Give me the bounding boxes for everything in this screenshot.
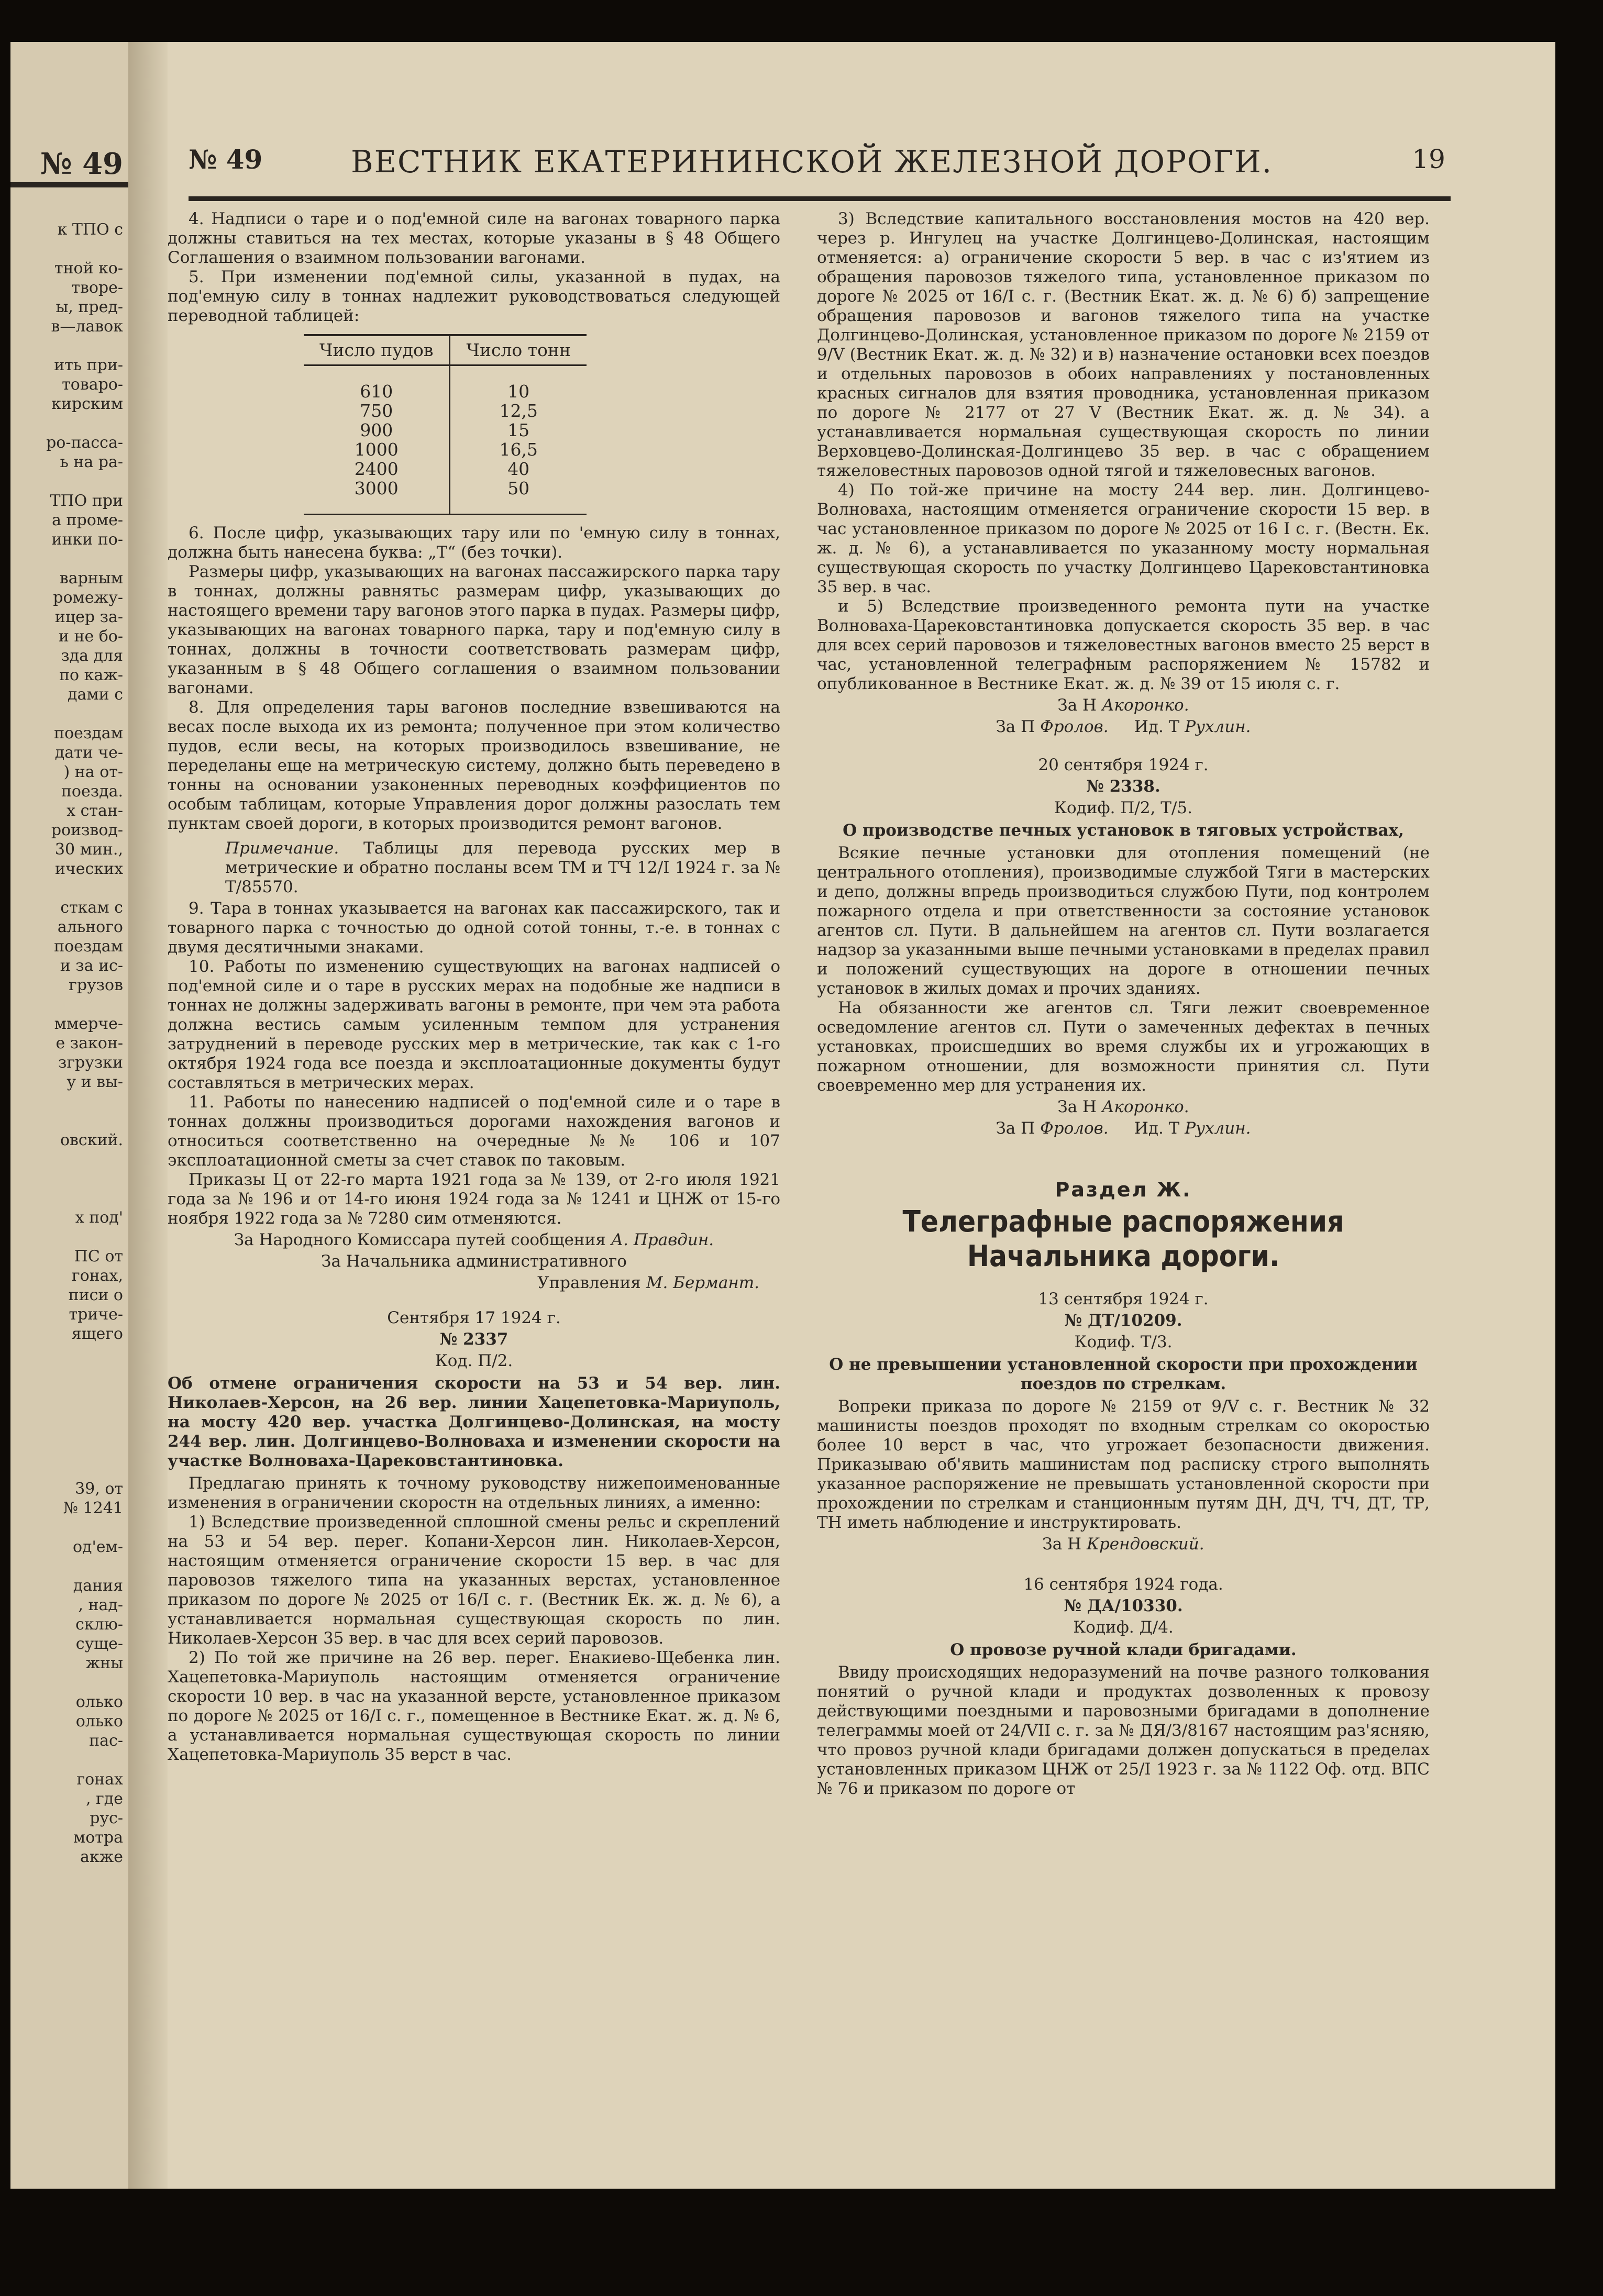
adjacent-text-fragment: в—лавок [51, 317, 123, 336]
telegram-code: Кодиф. Д/4. [1073, 1618, 1174, 1637]
table-row [304, 459, 587, 479]
adjacent-text-fragment: е закон- [56, 1034, 123, 1052]
signature-name: Фролов. [1040, 717, 1109, 736]
signature-name: Фролов. [1040, 1119, 1109, 1138]
tons-cell: 40 [507, 459, 530, 479]
adjacent-text-fragment: и за ис- [60, 957, 123, 975]
adjacent-text-fragment: ПС от [74, 1247, 123, 1266]
page-number: 19 [1412, 144, 1445, 174]
paragraph: 4) По той-же причине на мосту 244 вер. лин. Долгинцево-Волноваха, настоящим отменяется ограничение скорости 15 вер. в час установленное приказом по дороге № 2025 от 16 I с. г. (Вестн. Ек. ж. д. № 6), а устанавливается по указанному мосту нормальная существующая скорость по участку Долгинцево Царековстантиновка 35 вер. в час. [817, 481, 1430, 596]
paragraph: 4. Надписи о таре и о под'емной силе на вагонах товарного парка должны ставиться на тех местах, которые указаны в § 48 Общего Соглашения о взаимном пользовании вагонами. [168, 209, 780, 267]
adjacent-text-fragment: овский. [60, 1131, 123, 1149]
signature-name: М. Бермант. [646, 1273, 759, 1292]
paragraph: и 5) Вследствие произведенного ремонта пути на участке Волноваха-Царековстантиновка допускается скорость 35 вер. в час для всех серий паровозов и тяжеловестных вагонов вместо 25 верст в час, установленной телеграфным распоряжением № 15782 и опубликованное в Вестнике Екат. ж. д. № 39 от 15 июля с. г. [817, 597, 1430, 693]
note-text: Таблицы для перевода русских мер в метрические и обратно посланы всем ТМ и ТЧ 12/I 1924 г. за № Т/85570. [225, 839, 780, 896]
signature-role: За Народного Комиссара путей сообщения [234, 1230, 606, 1249]
telegram-heading: О провозе ручной клади бригадами. [950, 1640, 1297, 1659]
signature-line [817, 1097, 1430, 1117]
telegram-date: 16 сентября 1924 года. [1023, 1575, 1223, 1594]
tons-cell: 12,5 [499, 401, 538, 421]
adjacent-text-fragment: и не бо- [58, 627, 123, 646]
adjacent-text-fragment: поезда. [61, 782, 123, 801]
header-rule [189, 196, 1451, 201]
adjacent-text-fragment: варным [59, 569, 123, 587]
signature-name: Рухлин. [1185, 717, 1251, 736]
right-column [817, 209, 1430, 1799]
adjacent-text-fragment: ы, пред- [56, 298, 123, 316]
paragraph: Вопреки приказа по дороге № 2159 от 9/V с. г. Вестник № 32 машинисты поездов проходят по входным стрелкам со окоростью более 10 верст в час, что угрожает безопасности движения. Приказываю об'явить машинистам под расписку строго выполнять указанное распоряжение не превышать установленной скорости при прохождении по стрелкам и станционным путям ДН, ДЧ, ТЧ, ДТ, ТР, ТН иметь наблюдение и инструктировать. [817, 1397, 1430, 1532]
adjacent-text-fragment: триче- [69, 1305, 123, 1324]
table-row [304, 401, 587, 420]
issue-number: № 49 [189, 144, 263, 175]
adjacent-text-fragment: дати че- [54, 744, 123, 762]
table-row [304, 382, 587, 401]
signature-role: За П [996, 1119, 1035, 1138]
order-number: № 2337 [439, 1330, 508, 1349]
table-header-tons: Число тонн [450, 335, 587, 365]
tons-cell: 50 [507, 478, 530, 498]
signature-name: Крендовский. [1086, 1535, 1204, 1554]
adjacent-text-fragment: ммерче- [54, 1015, 123, 1033]
adjacent-text-fragment: зда для [61, 647, 123, 665]
signature-line [168, 1230, 780, 1250]
adjacent-text-fragment: ящего [71, 1325, 123, 1343]
adjacent-page-issue: № 49 [40, 147, 123, 181]
section-label: Раздел Ж. [1055, 1178, 1192, 1201]
adjacent-text-fragment: жны [85, 1654, 123, 1672]
signature-role: За П [996, 717, 1035, 736]
signature-name: А. Правдин. [611, 1230, 714, 1249]
signature-role: Управления [537, 1273, 641, 1292]
adjacent-text-fragment: ального [57, 918, 123, 936]
adjacent-text-fragment: поездам [54, 937, 123, 956]
adjacent-text-fragment: дами с [67, 685, 123, 704]
page-header [189, 144, 1445, 186]
signature-line [817, 717, 1430, 737]
note [225, 839, 780, 897]
adjacent-text-fragment: , где [85, 1790, 123, 1808]
adjacent-text-fragment: олько [75, 1693, 123, 1711]
order-date: 20 сентября 1924 г. [1038, 756, 1209, 774]
paragraph: Всякие печные установки для отопления помещений (не центрального отопления), производимые службой Тяги в мастерских и депо, должны впредь производиться службою Пути, под контролем пожарного отдела и при ответственности за состояние установок агентов сл. Пути. В дальнейшем на агентов сл. Пути возлагается надзор за указанными выше печными установками в пределах правил и положений существующих на дороге в отношении печных установок в жилых домах и прочих зданиях. [817, 844, 1430, 998]
tons-cell: 16,5 [499, 439, 538, 460]
adjacent-text-fragment: ромежу- [53, 589, 123, 607]
page-content [168, 42, 1555, 2189]
paragraph: Ввиду происходящих недоразумений на почве разного толкования понятий о ручной клади и продуктах дозволенных к провозу действующими поездными и паровозными бригадами в дополнение телеграммы моей от 24/VII с. г. за № ДЯ/3/8167 настоящим раз'ясняю, что провоз ручной клади бригадами должен допускаться в пределах установленных приказом ЦНЖ от 25/I 1923 г. за № 1122 Оф. отд. ВПС № 76 и приказом по дороге от [817, 1663, 1430, 1798]
signature-name: Акоронко. [1101, 1097, 1189, 1116]
puds-cell: 750 [304, 401, 450, 420]
order-code: Кодиф. П/2, Т/5. [1054, 798, 1192, 817]
signature-line [168, 1273, 780, 1293]
adjacent-text-fragment: инки по- [51, 530, 123, 549]
order-heading: О производстве печных установок в тяговых устройствах, [843, 821, 1404, 840]
signature-line [817, 1535, 1430, 1554]
order-heading: Об отмене ограничения скорости на 53 и 54 вер. лин. Николаев-Херсон, на 26 вер. линии Хацепетовка-Мариуполь, на мосту 420 вер. участка Долгинцево-Долинская, на мосту 244 вер. лин. Долгинцево-Волноваха и изменении скорости на участке Волноваха-Царековстантиновка. [168, 1374, 780, 1470]
book-spine [128, 42, 168, 2189]
left-column [168, 209, 780, 1765]
adjacent-text-fragment: мотра [73, 1828, 123, 1847]
table-row [304, 440, 587, 459]
order-number: № 2338. [1086, 777, 1160, 796]
adjacent-text-fragment: по каж- [59, 666, 123, 684]
adjacent-text-fragment: рус- [90, 1809, 123, 1827]
adjacent-page-edge [10, 42, 131, 2189]
puds-cell: 1000 [304, 440, 450, 459]
adjacent-text-fragment: ических [54, 860, 123, 878]
puds-cell: 610 [304, 382, 450, 401]
adjacent-text-fragment: ицер за- [54, 608, 123, 626]
adjacent-text-fragment: роизвод- [51, 821, 123, 839]
paragraph: 2) По той же причине на 26 вер. перег. Енакиево-Щебенка лин. Хацепетовка-Мариуполь настоящим отменяется ограничение скорости 10 вер. в час на указанной версте, установленное приказом по дороге № 2025 от 16/I с. г., помещенное в Вестнике Екат. ж. д. № 6, а устанавливается нормальная существующая скорость по линии Хацепетовка-Мариуполь 35 верст в час. [168, 1648, 780, 1764]
paragraph: 3) Вследствие капитального восстановления мостов на 420 вер. через р. Ингулец на участке Долгинцево-Долинская, настоящим отменяется: а) ограничение скорости 5 вер. в час с из'ятием из обращения паровозов тяжелого типа, установленное приказом по дороге № 2025 от 16/I с. г. (Вестник Екат. ж. д. № 6) б) запрещение обращения паровозов и вагонов тяжелого типа на участке Долгинцево-Долинская, установленное приказом по дороге № 2159 от 9/V (Вестник Екат. ж. д. № 32) и в) назначение остановки всех поездов и отдельных паровозов в обоих направлениях у постановленных красных сигналов для взятия проводника, установленная приказом по дороге № 2177 от 27 V (Вестник Екат. ж. д. № 34). а устанавливается нормальная существующая скорость по линии Верховцево-Долинская-Долгинцево 35 вер. в час с обращением тяжеловестных паровозов одной тягой и тяжеловесных вагонов. [817, 209, 1430, 480]
paragraph: 10. Работы по изменению существующих на вагонах надписей о под'емной силе и о таре в русских мерах на подобные же надписи в тоннах не должны задерживать вагоны в ремонте, при чем эта работа должна вестись самым усиленным темпом для устранения затруднений в переводе русских мер в метрические, так как с 1-го октября 1924 года все поезда и эксплоатационные документы будут составляться в метрических мерах. [168, 957, 780, 1092]
paragraph: На обязанности же агентов сл. Тяги лежит своевременное осведомление агентов сл. Пути о замеченных дефектах в печных установках, происшедших во время службы их и угрожающих в пожарном отношении, для возможности принятия сл. Пути своевременно мер для устранения их. [817, 999, 1430, 1095]
adjacent-text-fragment: грузов [69, 976, 123, 994]
adjacent-text-fragment: х стан- [67, 802, 123, 820]
signature-role: За Н [1057, 1097, 1097, 1116]
adjacent-text-fragment: згрузки [58, 1053, 123, 1072]
adjacent-text-fragment: дания [73, 1577, 123, 1595]
adjacent-text-fragment: у и вы- [67, 1073, 123, 1091]
adjacent-text-fragment: акже [80, 1848, 123, 1866]
adjacent-text-fragment: сткам с [60, 899, 123, 917]
adjacent-text-fragment: кирским [51, 395, 123, 413]
signature-role: За Н [1057, 696, 1097, 715]
signature-role: За Н [1042, 1535, 1082, 1554]
signature-line [817, 696, 1430, 715]
tons-cell: 10 [507, 381, 530, 402]
adjacent-text-fragment: гонах [76, 1770, 123, 1789]
adjacent-text-fragment: од'ем- [72, 1538, 123, 1556]
section-title: Телеграфные распоряжения Начальника дороги. [902, 1205, 1344, 1273]
paragraph: 8. Для определения тары вагонов последние взвешиваются на весах после выхода их из ремонта; полученное при этом количество пудов, если весы, на которых производилось взвешивание, не переделаны еще на метрическую систему, должно быть переведено в тонны на основании узаконенных переводных коэффициентов по особым таблицам, которые Управления дорог должны разослать тем пунктам своей дороги, в которых производится ремонт вагонов. [168, 698, 780, 833]
telegram-heading: О не превышении установленной скорости при прохождении поездов по стрелкам. [829, 1355, 1418, 1393]
table-row [304, 479, 587, 498]
signature-role: Ид. Т [1134, 1119, 1180, 1138]
signature-role: Ид. Т [1134, 717, 1180, 736]
telegram-number: № ДА/10330. [1064, 1596, 1183, 1615]
adjacent-header-rule [10, 182, 128, 187]
telegram-number: № ДТ/10209. [1064, 1311, 1182, 1330]
adjacent-text-fragment: ) на от- [63, 763, 123, 781]
paragraph: 5. При изменении под'емной силы, указанной в пудах, на под'емную силу в тоннах надлежит руководствоваться следующей переводной таблицей: [168, 268, 780, 325]
adjacent-text-fragment: 30 мин., [54, 840, 123, 859]
signature-line: За Начальника административного [321, 1252, 627, 1271]
journal-title: ВЕСТНИК ЕКАТЕРИНИНСКОЙ ЖЕЛЕЗНОЙ ДОРОГИ. [351, 144, 1273, 180]
adjacent-text-fragment: писи о [68, 1286, 123, 1304]
telegram-code: Кодиф. Т/3. [1074, 1333, 1173, 1351]
adjacent-text-fragment: склю- [75, 1615, 123, 1634]
puds-cell: 2400 [304, 459, 450, 479]
adjacent-text-fragment: пас- [89, 1732, 123, 1750]
adjacent-text-fragment: к ТПО с [57, 220, 123, 239]
adjacent-text-fragment: № 1241 [63, 1499, 123, 1517]
paragraph: 11. Работы по нанесению надписей о под'емной силе и о таре в тоннах должны производиться дорогами нахождения вагонов и относиться соответственно на очередные №№ 106 и 107 эксплоатационной сметы за счет ставок по таковым. [168, 1093, 780, 1170]
adjacent-text-fragment: ТПО при [50, 492, 123, 510]
adjacent-text-fragment: , над- [78, 1596, 123, 1614]
paragraph: Предлагаю принять к точному руководству нижепоименованные изменения в ограничении скоростн на отдельных линиях, а именно: [168, 1474, 780, 1512]
paragraph: 9. Тара в тоннах указывается на вагонах как пассажирского, так и товарного парка с точностью до одной сотой тонны, т.-е. в тоннах с двумя десятичными знаками. [168, 899, 780, 957]
order-code: Код. П/2. [435, 1351, 513, 1370]
paragraph: 6. После цифр, указывающих тару или по 'емную силу в тоннах, должна быть нанесена буква: „Т“ (без точки). [168, 524, 780, 562]
adjacent-text-fragment: товаро- [62, 375, 123, 394]
adjacent-text-fragment: гонах, [71, 1267, 123, 1285]
adjacent-text-fragment: 39, от [75, 1480, 123, 1498]
table-row [304, 420, 587, 440]
paragraph: 1) Вследствие произведенной сплошной смены рельс и скреплений на 53 и 54 вер. перег. Копани-Херсон лин. Николаев-Херсон, настоящим отменяется ограничение скорости 15 вер. в час для паровозов тяжелого типа на указанных верстах, установленное приказом по дороге № 2025 от 16/I с. г. (Вестник Ек. ж. д. № 6), а устанавливается нормальная существующая скорость по лин. Николаев-Херсон 35 вер. в час для всех серий паровозов. [168, 1513, 780, 1648]
note-label: Примечание. [225, 839, 339, 858]
adjacent-text-fragment: ь на ра- [60, 453, 123, 471]
puds-cell: 3000 [304, 479, 450, 498]
adjacent-text-fragment: тной ко- [54, 259, 123, 278]
adjacent-text-fragment: суще- [75, 1635, 123, 1653]
paragraph: Размеры цифр, указывающих на вагонах пассажирского парка тару в тоннах, должны равнятьс размерам цифр, указывающих до настоящего времени тару вагонов этого парка в пудах. Размеры цифр, указывающих на вагонах товарного парка, тару и под'емную силу в тоннах, должны в точности соответствовать размерам цифр, указанным в § 48 Общего соглашения о взаимном пользовании вагонами. [168, 562, 780, 697]
adjacent-text-fragment: ро-пасса- [46, 434, 123, 452]
adjacent-text-fragment: олько [75, 1712, 123, 1731]
adjacent-text-fragment: поездам [54, 724, 123, 742]
adjacent-text-fragment: творе- [71, 279, 123, 297]
tons-cell: 15 [507, 420, 530, 440]
order-date: Сентября 17 1924 г. [387, 1308, 561, 1327]
adjacent-text-fragment: ить при- [54, 356, 123, 374]
adjacent-text-fragment: а проме- [52, 511, 123, 529]
signature-name: Рухлин. [1185, 1119, 1251, 1138]
signature-line [817, 1119, 1430, 1138]
signature-name: Акоронко. [1101, 696, 1189, 715]
table-header-puds: Число пудов [304, 335, 450, 365]
newspaper-page [10, 42, 1555, 2189]
paragraph: Приказы Ц от 22-го марта 1921 года за № 139, от 2-го июля 1921 года за № 196 и от 14-го июня 1924 года за № 1241 и ЦНЖ от 15-го ноября 1922 года за № 7280 сим отменяются. [168, 1170, 780, 1228]
telegram-date: 13 сентября 1924 г. [1038, 1290, 1209, 1308]
conversion-table [304, 334, 587, 515]
adjacent-text-fragment: х под' [75, 1208, 123, 1227]
puds-cell: 900 [304, 420, 450, 440]
